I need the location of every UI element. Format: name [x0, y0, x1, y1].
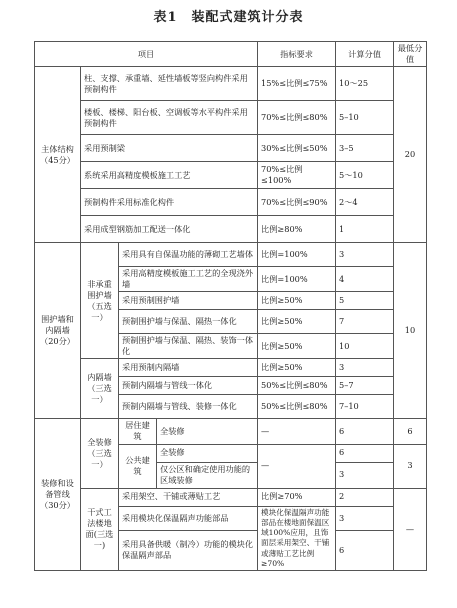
public-label: 公共建筑: [119, 444, 157, 488]
row-item: 楼板、楼梯、阳台板、空调板等水平构件采用预制构件: [81, 101, 258, 135]
row-item: 采用架空、干铺或薄贴工艺: [119, 488, 258, 506]
row-score: 3: [336, 359, 394, 377]
row-indicator: 30%≤比例≤50%: [258, 135, 336, 162]
row-indicator: 比例≥80%: [258, 216, 336, 243]
row-indicator: 比例≥70%: [258, 488, 336, 506]
table-row: [35, 135, 427, 162]
row-score: 2: [336, 488, 394, 506]
row-indicator: 比例≥50%: [258, 334, 336, 359]
section2-min-score: 10: [394, 243, 427, 419]
row-score: 3: [336, 243, 394, 267]
row-indicator: 70%≤比例≤100%: [258, 162, 336, 189]
dry-min-score: —: [394, 488, 427, 571]
row-item: 系统采用高精度模板施工工艺: [81, 162, 258, 189]
row-score: 3: [336, 462, 394, 488]
table-row: [35, 67, 427, 101]
public-min-score: 3: [394, 444, 427, 488]
row-item: 采用预制围护墙: [119, 292, 258, 310]
row-item: 采用预制内隔墙: [119, 359, 258, 377]
row-score: 5–10: [336, 101, 394, 135]
row-item: 采用预制梁: [81, 135, 258, 162]
row-item: 预制内隔墙与管线、装修一体化: [119, 395, 258, 419]
row-score: 2～4: [336, 189, 394, 216]
table-row: [35, 101, 427, 135]
row-score: 6: [336, 530, 394, 570]
row-score: 3: [336, 506, 394, 530]
row-indicator: 比例=100%: [258, 243, 336, 267]
row-indicator: 比例≥50%: [258, 292, 336, 310]
residential-min-score: 6: [394, 419, 427, 444]
row-item: 采用具备供暖（制冷）功能的模块化保温隔声部品: [119, 530, 258, 570]
subsection-full-finishing: 全装修（三选一）: [81, 419, 119, 488]
table-row: [35, 216, 427, 243]
row-item: 柱、支撑、承重墙、延性墙板等竖向构件采用预制构件: [81, 67, 258, 101]
scoring-table: [34, 41, 427, 571]
table-row: [35, 359, 427, 377]
row-indicator: 50%≤比例≤80%: [258, 395, 336, 419]
subsection-inner-wall: 内隔墙（三选一）: [81, 359, 119, 419]
row-score: 10～25: [336, 67, 394, 101]
row-score: 10: [336, 334, 394, 359]
row-score: 4: [336, 267, 394, 292]
header-score: 计算分值: [336, 42, 394, 67]
table-title: 表1 装配式建筑计分表: [153, 10, 304, 25]
row-score: 5: [336, 292, 394, 310]
row-indicator: 比例≥50%: [258, 359, 336, 377]
row-indicator: 15%≤比例≤75%: [258, 67, 336, 101]
row-score: 5～10: [336, 162, 394, 189]
row-score: 3–5: [336, 135, 394, 162]
row-score: 6: [336, 444, 394, 462]
residential-label: 居住建筑: [119, 419, 157, 444]
header-row: [35, 42, 427, 67]
section1-min-score: 20: [394, 67, 427, 243]
table-row: [35, 243, 427, 267]
row-score: 6: [336, 419, 394, 444]
row-item: 采用成型钢筋加工配送一体化: [81, 216, 258, 243]
row-indicator: 比例≥50%: [258, 310, 336, 334]
row-item: 采用模块化保温隔声功能部品: [119, 506, 258, 530]
row-score: 7: [336, 310, 394, 334]
header-indicator: 指标要求: [258, 42, 336, 67]
row-item: 预制围护墙与保温、隔热一体化: [119, 310, 258, 334]
row-item: 全装修: [157, 419, 258, 444]
row-item: 预制围护墙与保温、隔热、装饰一体化: [119, 334, 258, 359]
header-item: 项目: [35, 42, 258, 67]
table-row: [35, 189, 427, 216]
row-indicator: 比例=100%: [258, 267, 336, 292]
row-score: 5–7: [336, 377, 394, 395]
section-walls: 围护墙和内隔墙（20分）: [35, 243, 81, 419]
table-row: [35, 162, 427, 189]
row-item: 全装修: [157, 444, 258, 462]
row-score: 1: [336, 216, 394, 243]
header-min-score: 最低分值: [394, 42, 427, 67]
row-item: 仅公区和确定使用功能的区域装修: [157, 462, 258, 488]
subsection-dry-floor: 干式工法楼地面(三选一): [81, 488, 119, 571]
row-indicator: 50%≤比例≤80%: [258, 377, 336, 395]
row-indicator: —: [258, 419, 336, 444]
section-main-structure: 主体结构（45分）: [35, 67, 81, 243]
row-indicator: —: [258, 444, 336, 488]
row-indicator: 70%≤比例≤80%: [258, 101, 336, 135]
row-item: 采用具有自保温功能的薄砌工艺墙体: [119, 243, 258, 267]
row-item: 采用高精度模板施工工艺的全现浇外墙: [119, 267, 258, 292]
table-row: [35, 488, 427, 506]
row-indicator: 70%≤比例≤90%: [258, 189, 336, 216]
dry-shared-indicator: 模块化保温隔声功能部品在楼地面保温区域100%应用，且饰面层采用架空、干铺或薄贴工艺比例≥70%: [258, 506, 336, 571]
row-item: 预制内隔墙与管线一体化: [119, 377, 258, 395]
row-item: 预制构件采用标准化构件: [81, 189, 258, 216]
row-score: 7–10: [336, 395, 394, 419]
table-row: [35, 419, 427, 444]
section-finishing: 装修和设备管线（30分）: [35, 419, 81, 571]
subsection-outer-wall: 非承重围护墙（五选一）: [81, 243, 119, 359]
